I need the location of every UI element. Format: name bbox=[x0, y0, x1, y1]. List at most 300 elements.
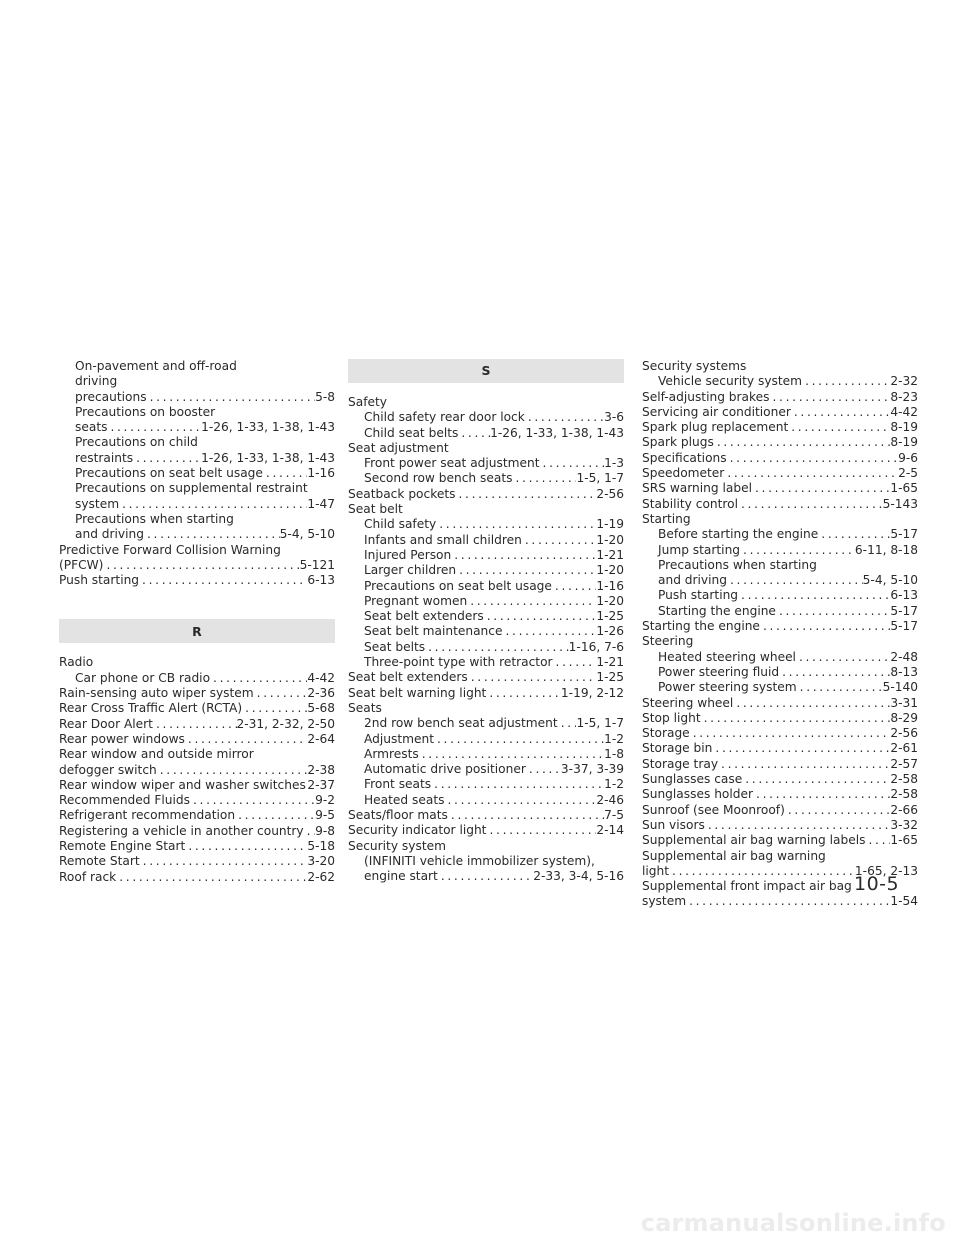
leader-dots bbox=[140, 854, 308, 869]
leader-dots bbox=[779, 665, 890, 680]
index-heading: Starting bbox=[642, 511, 691, 526]
index-entry-page-ref: 5-121 bbox=[299, 557, 335, 572]
leader-dots bbox=[718, 757, 890, 772]
index-entry bbox=[348, 686, 624, 701]
index-entry bbox=[348, 793, 624, 808]
index-entry-page-ref: 1-16 bbox=[596, 578, 624, 593]
index-heading: Radio bbox=[59, 655, 94, 670]
index-entry bbox=[348, 456, 624, 471]
index-entry bbox=[348, 869, 624, 884]
leader-dots bbox=[190, 793, 315, 808]
leader-dots bbox=[438, 869, 533, 884]
leader-dots bbox=[512, 471, 576, 486]
leader-dots bbox=[525, 410, 604, 425]
index-entry bbox=[348, 609, 624, 624]
index-entry bbox=[59, 390, 335, 405]
index-entry-term: Specifications bbox=[642, 450, 727, 465]
index-entry bbox=[59, 732, 335, 747]
leader-dots bbox=[552, 579, 596, 594]
index-entry-page-ref: 3-37, 3-39 bbox=[560, 762, 624, 777]
index-heading: Rear window and outside mirror bbox=[59, 747, 254, 762]
index-entry-term: Security indicator light bbox=[348, 823, 487, 838]
leader-dots bbox=[153, 717, 237, 732]
leader-dots bbox=[486, 823, 596, 838]
leader-dots bbox=[431, 777, 604, 792]
index-entry-page-ref: 3-6 bbox=[604, 410, 624, 425]
index-entry-term: Self-adjusting brakes bbox=[642, 389, 770, 404]
leader-dots bbox=[797, 680, 883, 695]
index-entry-page-ref: 1-25 bbox=[596, 670, 624, 685]
leader-dots bbox=[802, 374, 890, 389]
index-entry bbox=[348, 471, 624, 486]
index-entry-page-ref: 8-13 bbox=[890, 664, 918, 679]
index-entry-term: Vehicle security system bbox=[658, 374, 803, 389]
index-entry bbox=[348, 594, 624, 609]
index-entry-page-ref: 4-42 bbox=[307, 670, 335, 685]
index-entry-term: Registering a vehicle in another country bbox=[59, 823, 304, 838]
index-entry bbox=[59, 466, 335, 481]
leader-dots bbox=[425, 640, 569, 655]
section-letter-header: R bbox=[59, 619, 335, 643]
index-entry-page-ref: 2-46 bbox=[596, 792, 624, 807]
section-letter-header: S bbox=[348, 359, 624, 383]
index-entry-page-ref: 9-2 bbox=[315, 793, 335, 808]
index-entry-term: and driving bbox=[75, 527, 144, 542]
leader-dots bbox=[119, 497, 307, 512]
leader-dots bbox=[738, 497, 883, 512]
leader-dots bbox=[776, 604, 890, 619]
index-entry bbox=[642, 619, 918, 634]
index-entry bbox=[642, 481, 918, 496]
index-entry-page-ref: 5-17 bbox=[890, 527, 918, 542]
leader-dots bbox=[254, 686, 308, 701]
index-entry bbox=[642, 420, 918, 435]
leader-dots bbox=[444, 793, 596, 808]
index-entry-page-ref: 1-26 bbox=[596, 624, 624, 639]
index-entry-page-ref: 1-65, 2-13 bbox=[854, 863, 918, 878]
index-entry-term: Seatback pockets bbox=[348, 486, 456, 501]
index-entry bbox=[642, 894, 918, 909]
index-entry-term: Child safety bbox=[364, 517, 437, 532]
leader-dots bbox=[133, 451, 201, 466]
leader-dots bbox=[558, 716, 577, 731]
leader-dots bbox=[727, 573, 863, 588]
index-entry-term: Sunglasses case bbox=[642, 772, 743, 787]
index-entry-term: Power steering system bbox=[658, 680, 797, 695]
leader-dots bbox=[467, 594, 596, 609]
index-entry-page-ref: 5-4, 5-10 bbox=[862, 573, 918, 588]
index-entry-term: Power steering fluid bbox=[658, 664, 780, 679]
index-entry-page-ref: 3-20 bbox=[307, 854, 335, 869]
index-entry-page-ref: 2-36 bbox=[307, 686, 335, 701]
index-entry-page-ref: 2-48 bbox=[890, 649, 918, 664]
index-entry bbox=[642, 803, 918, 818]
index-entry-page-ref: 1-3 bbox=[604, 456, 624, 471]
index-entry-term: Seat belt extenders bbox=[364, 609, 484, 624]
index-entry bbox=[642, 527, 918, 542]
index-entry-page-ref: 2-56 bbox=[596, 486, 624, 501]
leader-dots bbox=[419, 747, 604, 762]
leader-dots bbox=[139, 573, 307, 588]
leader-dots bbox=[147, 390, 316, 405]
leader-dots bbox=[448, 808, 604, 823]
index-entry bbox=[348, 533, 624, 548]
index-entry bbox=[59, 573, 335, 588]
leader-dots bbox=[107, 420, 201, 435]
leader-dots bbox=[788, 420, 890, 435]
index-entry-term: Servicing air conditioner bbox=[642, 404, 791, 419]
index-entry-term: Push starting bbox=[59, 573, 140, 588]
index-entry bbox=[59, 451, 335, 466]
index-entry-term: and driving bbox=[658, 573, 727, 588]
index-entry bbox=[642, 405, 918, 420]
index-entry-page-ref: 8-23 bbox=[890, 389, 918, 404]
index-entry bbox=[642, 818, 918, 833]
index-entry-page-ref: 2-31, 2-32, 2-50 bbox=[236, 716, 335, 731]
index-entry-page-ref: 2-62 bbox=[307, 869, 335, 884]
leader-dots bbox=[468, 670, 597, 685]
index-entry-page-ref: 1-65 bbox=[890, 481, 918, 496]
index-entry-page-ref: 3-32 bbox=[890, 817, 918, 832]
index-heading: Security system bbox=[348, 838, 446, 853]
index-entry bbox=[642, 466, 918, 481]
index-entry-term: Storage tray bbox=[642, 756, 719, 771]
index-heading: Precautions on booster bbox=[75, 404, 216, 419]
leader-dots bbox=[738, 588, 890, 603]
index-entry-page-ref: 5-17 bbox=[890, 619, 918, 634]
leader-dots bbox=[458, 426, 490, 441]
leader-dots bbox=[727, 451, 898, 466]
index-entry-term: Seat belt warning light bbox=[348, 685, 487, 700]
index-entry-page-ref: 5-8 bbox=[315, 389, 335, 404]
index-entry-term: Sunglasses holder bbox=[642, 787, 754, 802]
index-entry-page-ref: 1-19, 2-12 bbox=[560, 685, 624, 700]
index-entry-page-ref: 5-143 bbox=[882, 496, 918, 511]
index-entry-term: Precautions on seat belt usage bbox=[75, 466, 263, 481]
index-heading: Safety bbox=[348, 395, 387, 409]
index-entry-term: restraints bbox=[75, 450, 134, 465]
index-entry-term: Larger children bbox=[364, 563, 457, 578]
index-entry bbox=[348, 487, 624, 502]
index-heading: Seat adjustment bbox=[348, 440, 449, 455]
leader-dots bbox=[456, 563, 596, 578]
index-entry-page-ref: 1-54 bbox=[890, 894, 918, 909]
index-entry-page-ref: 5-18 bbox=[307, 839, 335, 854]
index-entry-term: Speedometer bbox=[642, 466, 725, 481]
index-entry-page-ref: 1-25 bbox=[596, 609, 624, 624]
leader-dots bbox=[436, 517, 596, 532]
index-entry-page-ref: 1-5, 1-7 bbox=[576, 471, 624, 486]
leader-dots bbox=[210, 671, 307, 686]
index-entry bbox=[642, 451, 918, 466]
leader-dots bbox=[818, 527, 890, 542]
index-entry-page-ref: 1-21 bbox=[596, 655, 624, 670]
index-heading: (INFINITI vehicle immobilizer system), bbox=[364, 853, 595, 868]
index-heading: Supplemental air bag warning bbox=[642, 848, 826, 863]
index-entry bbox=[348, 747, 624, 762]
index-heading: Supplemental front impact air bag bbox=[642, 879, 852, 894]
leader-dots bbox=[304, 824, 315, 839]
index-entry bbox=[642, 757, 918, 772]
index-entry bbox=[348, 548, 624, 563]
index-entry-term: Armrests bbox=[364, 746, 419, 761]
index-entry-term: Storage bbox=[642, 726, 690, 741]
index-entry-page-ref: 6-13 bbox=[307, 573, 335, 588]
index-entry-term: Steering wheel bbox=[642, 695, 734, 710]
index-entry-term: seats bbox=[75, 420, 108, 435]
index-heading: Precautions on child bbox=[75, 435, 198, 450]
leader-dots bbox=[553, 655, 597, 670]
leader-dots bbox=[451, 548, 596, 563]
index-entry bbox=[642, 588, 918, 603]
leader-dots bbox=[770, 390, 891, 405]
leader-dots bbox=[733, 696, 890, 711]
index-entry-page-ref: 1-26, 1-33, 1-38, 1-43 bbox=[201, 450, 335, 465]
leader-dots bbox=[742, 772, 890, 787]
index-entry-term: Starting the engine bbox=[658, 603, 776, 618]
index-entry bbox=[348, 426, 624, 441]
index-entry-page-ref: 2-58 bbox=[890, 787, 918, 802]
leader-dots bbox=[701, 711, 891, 726]
watermark: carmanualsonline.info bbox=[640, 1209, 946, 1237]
leader-dots bbox=[669, 864, 855, 879]
index-entry bbox=[642, 696, 918, 711]
index-entry-page-ref: 6-11, 8-18 bbox=[854, 542, 918, 557]
index-entry-term: precautions bbox=[75, 389, 147, 404]
index-entry-page-ref: 1-16, 7-6 bbox=[568, 639, 624, 654]
index-entry-term: Seat belt maintenance bbox=[364, 624, 503, 639]
index-entry-page-ref: 8-29 bbox=[890, 710, 918, 725]
index-entry-term: Automatic drive positioner bbox=[364, 762, 526, 777]
index-heading: Precautions when starting bbox=[658, 557, 817, 572]
index-entry bbox=[642, 772, 918, 787]
index-entry-term: Seat belts bbox=[364, 639, 426, 654]
index-entry-page-ref: 2-14 bbox=[596, 823, 624, 838]
index-entry-page-ref: 1-21 bbox=[596, 547, 624, 562]
index-entry-term: Stability control bbox=[642, 496, 738, 511]
leader-dots bbox=[760, 619, 890, 634]
index-entry bbox=[348, 624, 624, 639]
index-heading: Precautions when starting bbox=[75, 511, 234, 526]
leader-dots bbox=[791, 405, 890, 420]
index-entry-term: Recommended Fluids bbox=[59, 793, 190, 808]
index-entry-page-ref: 2-32 bbox=[890, 374, 918, 389]
index-entry-page-ref: 1-20 bbox=[596, 532, 624, 547]
index-entry-term: Spark plug replacement bbox=[642, 420, 789, 435]
index-entry bbox=[642, 680, 918, 695]
index-entry-page-ref: 5-17 bbox=[890, 603, 918, 618]
leader-dots bbox=[865, 833, 890, 848]
index-entry-page-ref: 1-26, 1-33, 1-38, 1-43 bbox=[490, 425, 624, 440]
index-entry-page-ref: 2-5 bbox=[898, 466, 918, 481]
leader-dots bbox=[235, 808, 315, 823]
leader-dots bbox=[486, 686, 561, 701]
index-entry-term: Stop light bbox=[642, 710, 701, 725]
index-entry bbox=[642, 573, 918, 588]
index-entry-term: Child safety rear door lock bbox=[364, 410, 525, 425]
index-column-1 bbox=[59, 359, 335, 885]
index-entry-term: Front power seat adjustment bbox=[364, 456, 540, 471]
index-entry bbox=[642, 650, 918, 665]
index-entry-term: Rear window wiper and washer switches bbox=[59, 777, 306, 792]
index-entry-term: Before starting the engine bbox=[658, 527, 819, 542]
index-heading: driving bbox=[75, 374, 118, 389]
index-entry-page-ref: 2-57 bbox=[890, 756, 918, 771]
index-column-2 bbox=[348, 359, 624, 885]
leader-dots bbox=[522, 533, 596, 548]
index-entry-page-ref: 8-19 bbox=[890, 420, 918, 435]
index-entry-page-ref: 8-19 bbox=[890, 435, 918, 450]
index-entry-term: Storage bin bbox=[642, 741, 713, 756]
index-entry-term: Pregnant women bbox=[364, 593, 468, 608]
page-number: 10-5 bbox=[854, 873, 900, 895]
index-entry-page-ref: 2-66 bbox=[890, 802, 918, 817]
leader-dots bbox=[242, 701, 307, 716]
leader-dots bbox=[752, 481, 890, 496]
index-entry bbox=[59, 778, 335, 793]
index-entry bbox=[59, 558, 335, 573]
index-entry-page-ref: 9-8 bbox=[315, 823, 335, 838]
index-entry-page-ref: 4-42 bbox=[890, 404, 918, 419]
index-entry-term: 2nd row bench seat adjustment bbox=[364, 716, 558, 731]
index-entry-term: Front seats bbox=[364, 777, 432, 792]
index-entry bbox=[59, 420, 335, 435]
index-entry-page-ref: 1-16 bbox=[307, 466, 335, 481]
index-entry-page-ref: 9-5 bbox=[315, 808, 335, 823]
index-entry-page-ref: 1-2 bbox=[604, 777, 624, 792]
index-entry bbox=[642, 435, 918, 450]
index-entry-page-ref: 2-37 bbox=[307, 777, 335, 792]
index-entry bbox=[348, 808, 624, 823]
index-entry-term: system bbox=[642, 894, 687, 909]
leader-dots bbox=[455, 487, 596, 502]
index-entry-term: Rain-sensing auto wiper system bbox=[59, 686, 254, 701]
index-entry bbox=[348, 410, 624, 425]
index-entry-page-ref: 5-4, 5-10 bbox=[279, 527, 335, 542]
index-entry-term: Refrigerant recommendation bbox=[59, 808, 236, 823]
index-entry-term: Second row bench seats bbox=[364, 471, 513, 486]
index-entry-page-ref: 9-6 bbox=[898, 450, 918, 465]
index-entry-term: Push starting bbox=[658, 588, 739, 603]
index-entry-page-ref: 5-140 bbox=[882, 680, 918, 695]
index-entry-term: Heated steering wheel bbox=[658, 649, 796, 664]
index-entry-term: Supplemental air bag warning labels bbox=[642, 833, 866, 848]
leader-dots bbox=[724, 466, 898, 481]
index-entry-term: Adjustment bbox=[364, 731, 434, 746]
index-entry bbox=[59, 763, 335, 778]
index-entry bbox=[59, 870, 335, 885]
index-entry bbox=[59, 701, 335, 716]
index-entry-term: (PFCW) bbox=[59, 557, 104, 572]
index-heading: Predictive Forward Collision Warning bbox=[59, 542, 281, 557]
leader-dots bbox=[185, 732, 307, 747]
index-entry bbox=[348, 640, 624, 655]
leader-dots bbox=[690, 726, 891, 741]
index-entry bbox=[59, 808, 335, 823]
index-entry bbox=[642, 497, 918, 512]
index-heading: Seats bbox=[348, 700, 382, 715]
index-entry-page-ref: 2-56 bbox=[890, 726, 918, 741]
index-entry bbox=[642, 741, 918, 756]
index-entry-term: Precautions on seat belt usage bbox=[364, 578, 552, 593]
index-entry bbox=[59, 824, 335, 839]
index-entry-term: Injured Person bbox=[364, 547, 452, 562]
index-entry bbox=[348, 655, 624, 670]
index-column-3 bbox=[642, 359, 918, 910]
index-entry-page-ref: 1-65 bbox=[890, 833, 918, 848]
index-entry-term: Spark plugs bbox=[642, 435, 714, 450]
leader-dots bbox=[116, 870, 307, 885]
index-entry bbox=[642, 833, 918, 848]
index-entry-term: Remote Start bbox=[59, 854, 140, 869]
index-entry-term: defogger switch bbox=[59, 762, 157, 777]
index-entry-term: Sun visors bbox=[642, 817, 705, 832]
index-entry-page-ref: 1-20 bbox=[596, 563, 624, 578]
index-entry bbox=[59, 854, 335, 869]
leader-dots bbox=[540, 456, 605, 471]
section-gap bbox=[59, 588, 335, 619]
index-entry bbox=[59, 527, 335, 542]
index-entry-page-ref: 1-20 bbox=[596, 593, 624, 608]
index-entry-page-ref: 1-26, 1-33, 1-38, 1-43 bbox=[201, 420, 335, 435]
index-entry-page-ref: 1-5, 1-7 bbox=[576, 716, 624, 731]
leader-dots bbox=[144, 527, 280, 542]
index-entry-page-ref: 2-33, 3-4, 5-16 bbox=[533, 869, 624, 884]
index-heading: Steering bbox=[642, 634, 694, 649]
leader-dots bbox=[263, 466, 307, 481]
index-entry bbox=[348, 670, 624, 685]
index-entry-page-ref: 2-58 bbox=[890, 772, 918, 787]
index-heading: Security systems bbox=[642, 359, 747, 373]
index-entry-page-ref: 5-68 bbox=[307, 701, 335, 716]
index-entry-term: Starting the engine bbox=[642, 619, 760, 634]
index-entry-term: Infants and small children bbox=[364, 532, 522, 547]
index-entry-term: Sunroof (see Moonroof) bbox=[642, 802, 785, 817]
leader-dots bbox=[502, 624, 596, 639]
index-entry-page-ref: 1-19 bbox=[596, 517, 624, 532]
index-entry bbox=[348, 823, 624, 838]
leader-dots bbox=[434, 732, 604, 747]
index-entry bbox=[348, 777, 624, 792]
index-entry bbox=[59, 793, 335, 808]
leader-dots bbox=[484, 609, 597, 624]
leader-dots bbox=[103, 558, 299, 573]
leader-dots bbox=[796, 650, 890, 665]
index-entry bbox=[642, 711, 918, 726]
index-entry-term: Roof rack bbox=[59, 869, 117, 884]
index-entry bbox=[59, 671, 335, 686]
index-entry bbox=[59, 497, 335, 512]
leader-dots bbox=[753, 787, 890, 802]
index-entry-page-ref: 1-8 bbox=[604, 746, 624, 761]
index-entry-term: Car phone or CB radio bbox=[75, 670, 211, 685]
index-entry-page-ref: 2-64 bbox=[307, 731, 335, 746]
index-entry bbox=[642, 543, 918, 558]
index-heading: Precautions on supplemental restraint bbox=[75, 481, 308, 496]
index-entry-term: Remote Engine Start bbox=[59, 839, 186, 854]
index-heading: Seat belt bbox=[348, 502, 403, 517]
index-entry bbox=[348, 579, 624, 594]
leader-dots bbox=[712, 741, 890, 756]
index-entry bbox=[642, 787, 918, 802]
leader-dots bbox=[686, 894, 890, 909]
index-entry-term: light bbox=[642, 863, 670, 878]
index-entry-term: SRS warning label bbox=[642, 481, 752, 496]
leader-dots bbox=[705, 818, 891, 833]
leader-dots bbox=[526, 762, 561, 777]
index-entry bbox=[642, 390, 918, 405]
index-entry-page-ref: 2-38 bbox=[307, 762, 335, 777]
